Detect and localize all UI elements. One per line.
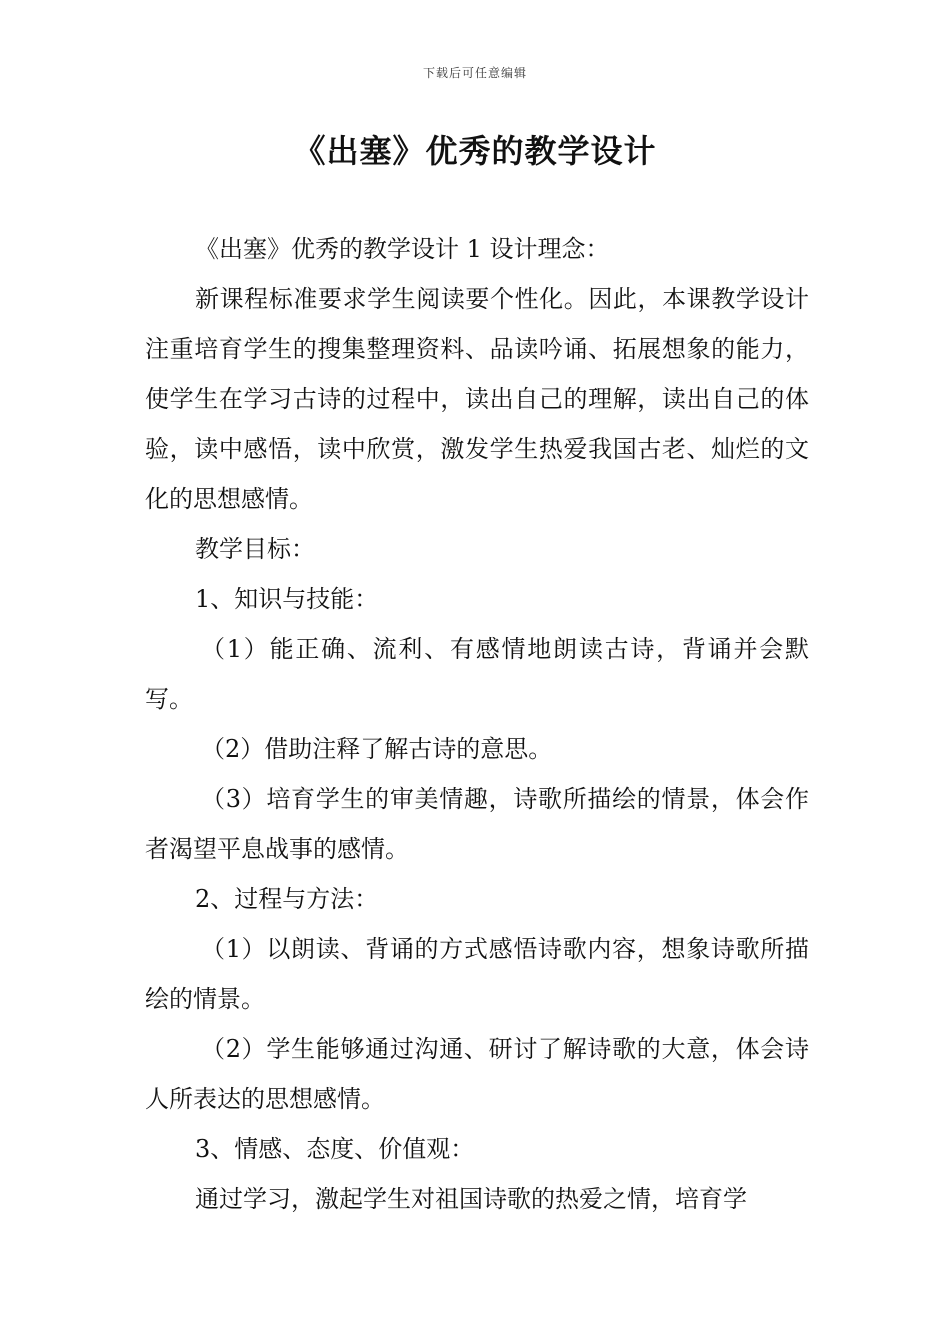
paragraph-goal-3-heading: 3、情感、态度、价值观：	[195, 1135, 475, 1163]
document-title: 《出塞》优秀的教学设计	[293, 132, 657, 170]
header-note: 下载后可任意编辑	[422, 66, 527, 80]
document-body	[145, 224, 809, 1224]
paragraph-goal-2-heading: 2、过程与方法：	[195, 885, 379, 913]
paragraph-design-concept: 新课程标准要求学生阅读要个性化。因此，本课教学设计注重培育学生的搜集整理资料、品读吟诵、拓展想象的能力，使学生在学习古诗的过程中，读出自己的理解，读出自己的体验，读中感悟，读中欣赏，激发学生热爱我国古老、灿烂的文化的思想感情。	[145, 285, 809, 513]
paragraph-goal-2-item-1: （1）以朗读、背诵的方式感悟诗歌内容，想象诗歌所描绘的情景。	[145, 935, 809, 1013]
paragraph-goal-2-item-2: （2）学生能够通过沟通、研讨了解诗歌的大意，体会诗人所表达的思想感情。	[145, 1035, 809, 1113]
paragraph-design-concept-heading: 《出塞》优秀的教学设计 1 设计理念：	[195, 235, 610, 263]
paragraph-goal-1-item-3: （3）培育学生的审美情趣，诗歌所描绘的情景，体会作者渴望平息战事的感情。	[145, 785, 809, 863]
paragraph-goal-1-item-1: （1）能正确、流利、有感情地朗读古诗，背诵并会默写。	[145, 635, 809, 713]
paragraph-goal-1-item-2: （2）借助注释了解古诗的意思。	[201, 735, 553, 763]
paragraph-goal-3-text: 通过学习，激起学生对祖国诗歌的热爱之情，培育学	[195, 1185, 747, 1213]
paragraph-goal-1-heading: 1、知识与技能：	[195, 585, 379, 613]
paragraph-teaching-goals-heading: 教学目标：	[195, 535, 315, 563]
